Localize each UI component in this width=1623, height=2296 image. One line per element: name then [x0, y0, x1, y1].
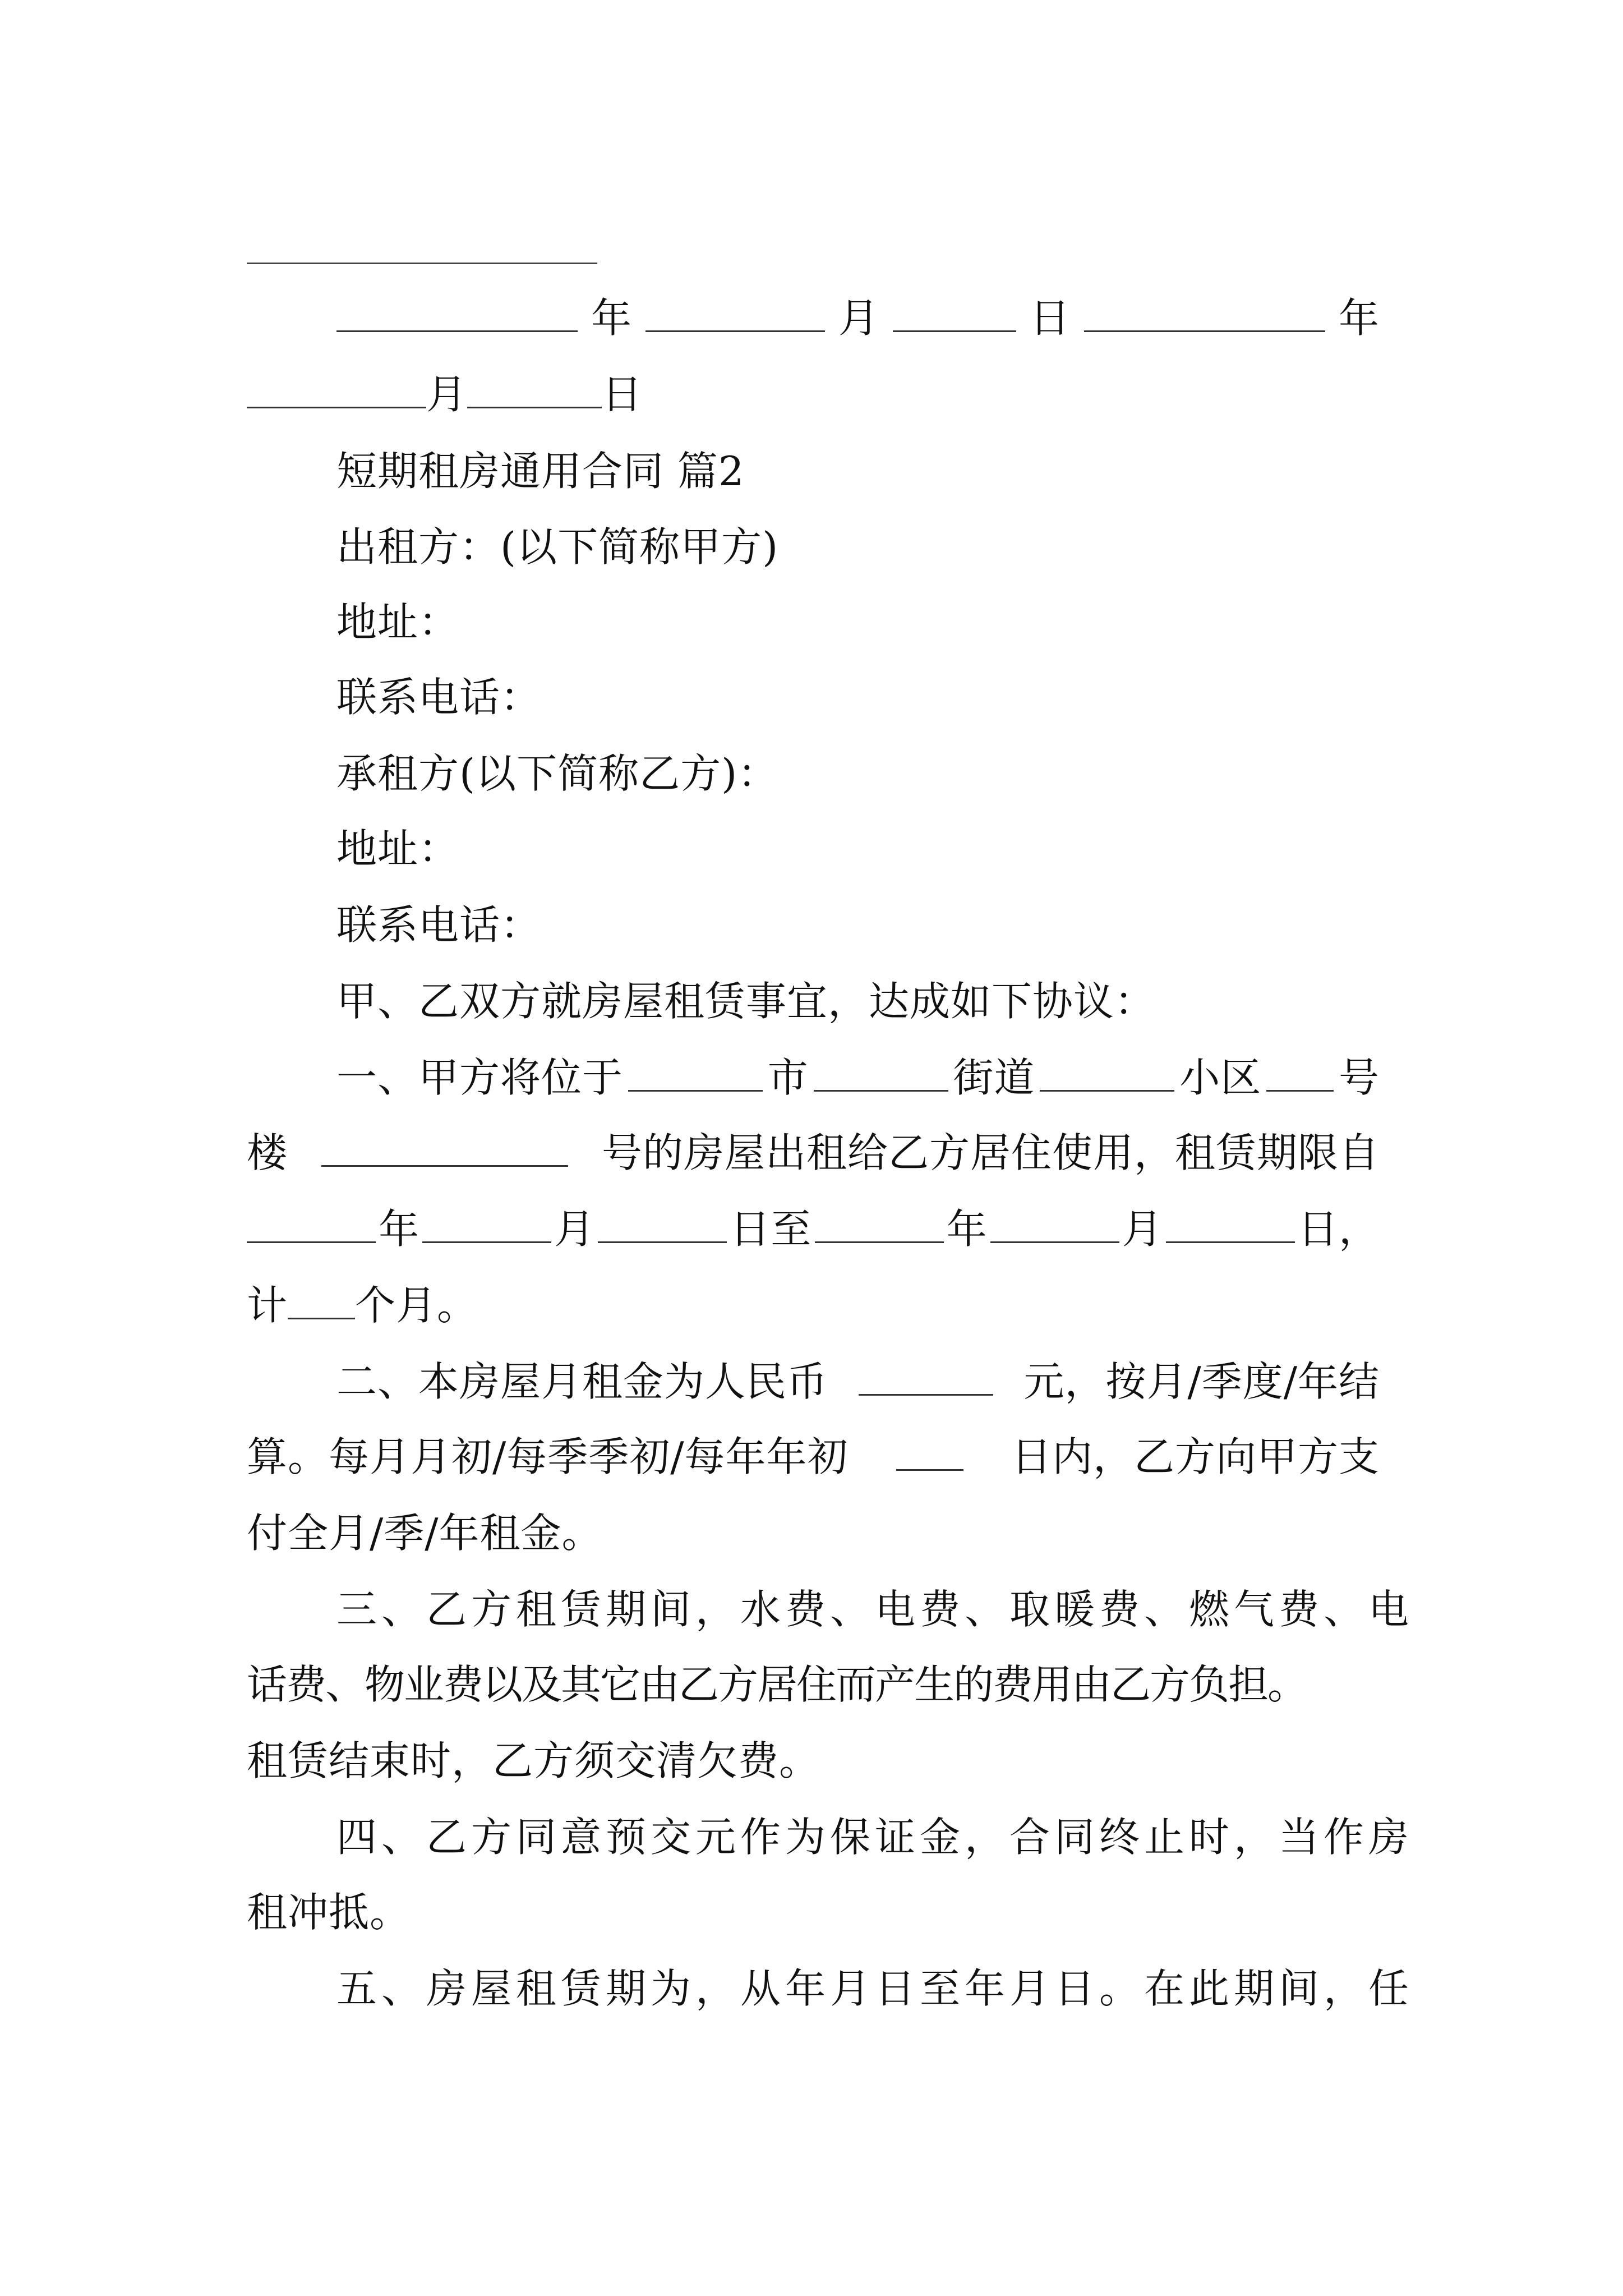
blank: [336, 297, 578, 332]
clause2-text: 元，按月/季度/年结: [1023, 1358, 1380, 1405]
date-line-1: [336, 293, 1380, 343]
blank: [1166, 1208, 1295, 1243]
blank: [1084, 297, 1325, 332]
lessor-address: 地址：: [336, 599, 460, 646]
lessor-line: 出租方：(以下简称甲方): [336, 523, 779, 570]
total-label: 计: [247, 1282, 288, 1329]
year-label: 年: [379, 1205, 420, 1253]
clause2-text: 算。每月月初/每季季初/每年年初: [247, 1433, 849, 1480]
clause2-text: 日内，乙方向甲方支: [1011, 1433, 1380, 1480]
community-label: 小区: [1179, 1054, 1262, 1101]
day-label: 日: [602, 371, 643, 418]
clause1-line3: [247, 1204, 1380, 1254]
blank: [815, 1208, 944, 1243]
clause1-line4: [247, 1280, 1380, 1331]
clause3-line3: 租赁结束时，乙方须交清欠费。: [247, 1737, 820, 1784]
clause3-line1: 三、乙方租赁期间，水费、电费、取暖费、燃气费、电: [336, 1586, 1414, 1633]
intro-paragraph: 甲、乙双方就房屋租赁事宜，达成如下协议：: [336, 978, 1156, 1025]
section-title: 短期租房通用合同 篇2: [336, 448, 745, 495]
months-blank: [288, 1284, 355, 1319]
blank: [645, 297, 825, 332]
clause1-text: 一、甲方将位于: [336, 1054, 624, 1101]
city-label: 市: [767, 1054, 809, 1101]
months-label: 个月。: [355, 1282, 478, 1329]
clause2-line3: 付全月/季/年租金。: [247, 1510, 603, 1557]
community-blank: [1040, 1056, 1174, 1092]
blank: [893, 297, 1016, 332]
blank: [247, 373, 426, 408]
clause2-line2: [247, 1432, 1380, 1482]
lessor-phone: 联系电话：: [336, 674, 542, 721]
rent-blank: [859, 1360, 993, 1396]
blank: [990, 1208, 1119, 1243]
day-label: 日至: [730, 1205, 812, 1253]
clause4-line2: 租冲抵。: [247, 1889, 411, 1936]
date-line-2: [247, 369, 1380, 420]
blank: [247, 1208, 376, 1243]
street-blank: [814, 1056, 948, 1092]
blank: [422, 1208, 551, 1243]
day-label: 日: [1029, 295, 1071, 342]
lessee-address: 地址：: [336, 825, 460, 872]
month-label: 月: [838, 295, 879, 342]
room-blank: [321, 1131, 568, 1167]
month-label: 月: [1122, 1205, 1163, 1253]
clause2-text: 二、本房屋月租金为人民币: [336, 1358, 828, 1405]
clause2-line1: [336, 1356, 1380, 1407]
clause5-line1: 五、房屋租赁期为，从年月日至年月日。在此期间，任: [336, 1965, 1414, 2012]
clause3-line2: 话费、物业费以及其它由乙方居住而产生的费用由乙方负担。: [247, 1661, 1307, 1708]
blank: [598, 1208, 727, 1243]
signature-rule: [247, 263, 597, 264]
building-label: 楼: [247, 1129, 288, 1176]
city-blank: [628, 1056, 763, 1092]
day-label: 日，: [1297, 1205, 1380, 1253]
year-label: 年: [1338, 295, 1380, 342]
month-label: 月: [426, 371, 468, 418]
year-label: 年: [591, 295, 632, 342]
clause1-line2: [247, 1128, 1380, 1178]
clause1-text: 号的房屋出租给乙方居住使用，租赁期限自: [601, 1129, 1380, 1176]
street-label: 街道: [953, 1054, 1035, 1101]
year-label: 年: [946, 1205, 988, 1253]
number-blank: [1266, 1056, 1334, 1092]
clause4-line1: 四、乙方同意预交元作为保证金，合同终止时，当作房: [336, 1814, 1414, 1861]
blank: [467, 373, 602, 408]
days-blank: [896, 1435, 963, 1471]
clause1-line1: [336, 1052, 1380, 1103]
month-label: 月: [554, 1205, 596, 1253]
number-label: 号: [1338, 1054, 1380, 1101]
lessee-phone: 联系电话：: [336, 901, 542, 949]
lessee-line: 承租方(以下简称乙方)：: [336, 750, 779, 797]
